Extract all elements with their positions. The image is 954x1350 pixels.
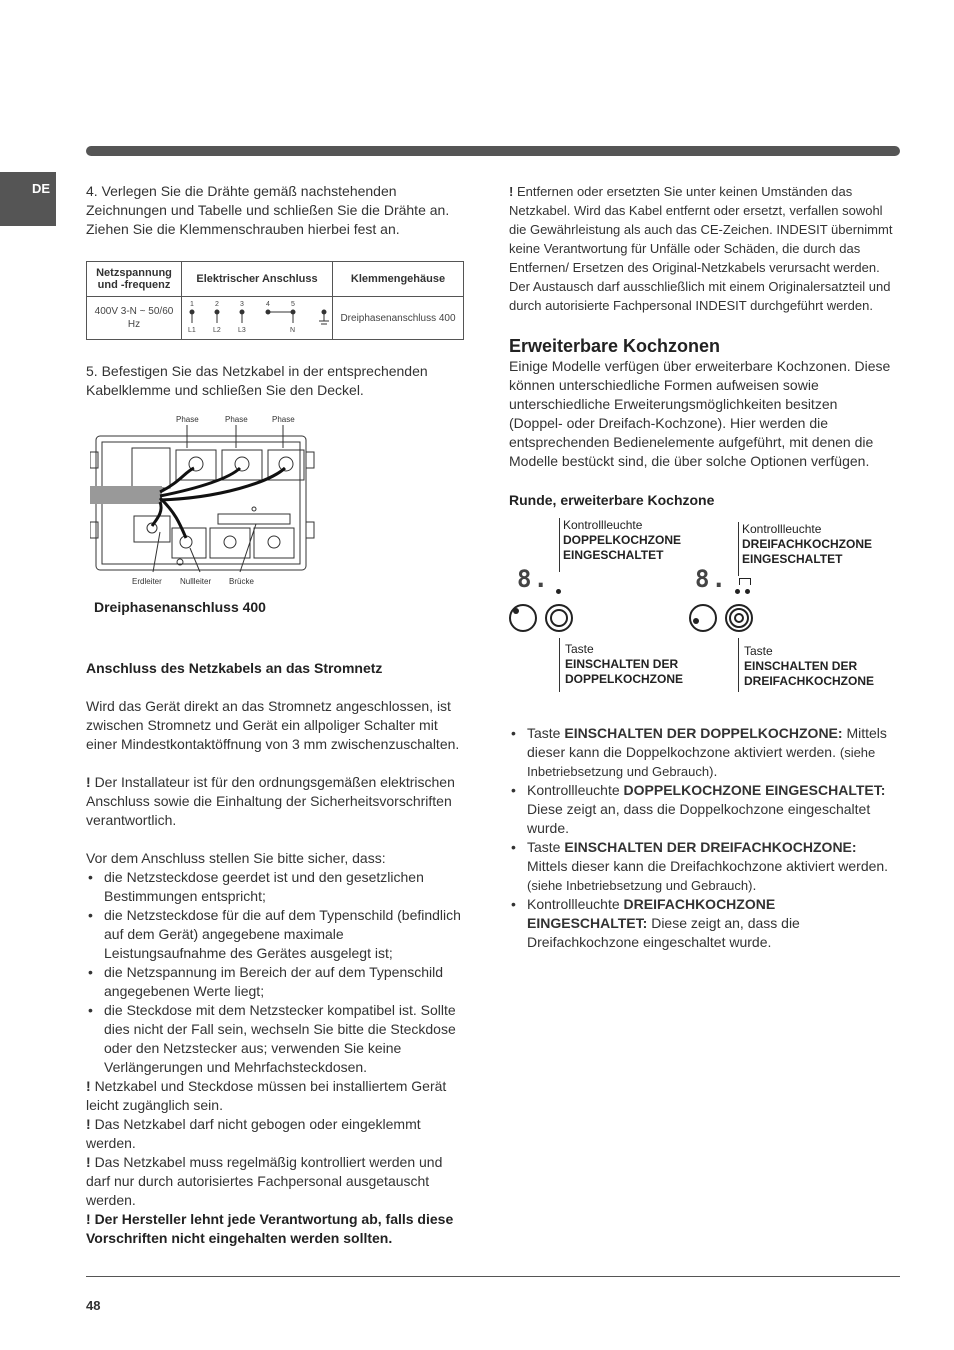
cable-warning: ! Entfernen oder ersetzten Sie unter keinen Umständen das Netzkabel. Wird das Kabel entfernt oder ersetzt, verfallen sowohl die Gewährleistung als auch das CE-Zeichen. INDESIT übernimmt keine Verantwortung für Unfälle oder Schäden, die durch das Entfernen/ Ersetzen des Original-Netzkabels verursacht werden. Der Austausch darf ausschließlich mit einem Originalersatzteil und durch autorisierte Fachpersonal INDESIT durchgeführt werden. [509, 184, 893, 313]
right-column [509, 182, 894, 952]
bridge-label: Brücke [229, 577, 254, 586]
terminal-block-diagram [90, 412, 330, 588]
warning-not-bent: ! Das Netzkabel darf nicht gebogen oder eingeklemmt werden. [86, 1116, 421, 1151]
housing-cell: Dreiphasenanschluss 400 [333, 297, 464, 340]
warning-inspect: ! Das Netzkabel muss regelmäßig kontrolliert werden und darf nur durch autorisiertes Fachpersonal ausgetauscht werden. [86, 1154, 443, 1208]
phase-label-2: Phase [225, 415, 248, 424]
button-triple-line [738, 638, 739, 692]
wiring-cell [182, 297, 333, 340]
lamp-double-line [559, 518, 560, 572]
terminal-block-illustration [90, 412, 330, 588]
button-triple-label: Taste EINSCHALTEN DER DREIFACHKOCHZONE [744, 644, 875, 688]
lamp-double-label: Kontrollleuchte DOPPELKOCHZONE EINGESCHALTET [563, 518, 682, 562]
double-zone-icon [550, 609, 568, 627]
step-4-text: 4. Verlegen Sie die Drähte gemäß nachstehenden Zeichnungen und Tabelle und schließen Sie die Drähte an. Ziehen Sie die Klemmenschrauben hierbei fest an. [86, 183, 450, 237]
diagram-caption: Dreiphasenanschluss 400 [94, 599, 266, 615]
warning-liability: ! Der Hersteller lehnt jede Verantwortung ab, falls diese Vorschriften nicht eingehalten werden sollten. [86, 1211, 454, 1246]
slider-double[interactable] [509, 604, 537, 632]
lamp-triple-dot-2 [745, 589, 750, 594]
list-item: • Taste EINSCHALTEN DER DREIFACHKOCHZONE: Mittels dieser kann die Dreifachkochzone aktiviert werden. (siehe Inbetriebsetzung und Gebrauch). [509, 838, 894, 895]
control-panel-diagram [509, 514, 894, 690]
button-double-line [559, 638, 560, 692]
label-l3: L3 [238, 327, 246, 334]
label-n: N [290, 327, 296, 334]
label-l1: L1 [188, 327, 196, 334]
footer-rule [86, 1276, 900, 1277]
neutral-label: Nullleiter [180, 577, 212, 586]
slider-triple-marker [693, 618, 699, 624]
list-item: • Taste EINSCHALTEN DER DOPPELKOCHZONE: Mittels dieser kann die Doppelkochzone aktiviert werden. (siehe Inbetriebsetzung und Gebrauch). [509, 724, 894, 781]
triple-zone-button[interactable] [725, 604, 753, 632]
button-double-label: Taste EINSCHALTEN DER DOPPELKOCHZONE [565, 642, 684, 686]
terminal-wiring-diagram [184, 297, 330, 335]
subsection-heading: Runde, erweiterbare Kochzone [509, 492, 715, 508]
earth-label: Erdleiter [132, 577, 162, 586]
connection-table [86, 261, 464, 340]
left-column [86, 182, 466, 1248]
list-item: • Kontrollleuchte DOPPELKOCHZONE EINGESCHALTET: Diese zeigt an, dass die Doppelkochzone eingeschaltet wurde. [509, 781, 894, 838]
triple-zone-icon [729, 608, 749, 628]
header-housing: Klemmengehäuse [333, 262, 464, 297]
phase-label-3: Phase [272, 415, 295, 424]
list-item: • die Netzspannung im Bereich der auf dem Typenschild angegebenen Werte liegt; [86, 963, 466, 1001]
step-5-text: 5. Befestigen Sie das Netzkabel in der entsprechenden Kabelklemme und schließen Sie den Deckel. [86, 363, 428, 398]
triple-zone-symbol [739, 578, 751, 585]
double-zone-button[interactable] [545, 604, 573, 632]
header-connection: Elektrischer Anschluss [182, 262, 333, 297]
before-connection-text: Vor dem Anschluss stellen Sie bitte sicher, dass: [86, 850, 386, 866]
terminal-number-5: 5 [291, 301, 295, 308]
lamp-triple-label: Kontrollleuchte DREIFACHKOCHZONE EINGESCHALTET [742, 522, 873, 566]
section-heading: Erweiterbare Kochzonen [509, 336, 721, 356]
header-voltage: Netzspannung und -frequenz [87, 262, 182, 297]
terminal-number-3: 3 [240, 301, 244, 308]
voltage-cell: 400V 3-N ~ 50/60 Hz [87, 297, 182, 340]
label-l2: L2 [213, 327, 221, 334]
display-triple: 8. [695, 565, 728, 593]
list-item: • die Netzsteckdose geerdet ist und den gesetzlichen Bestimmungen entspricht; [86, 868, 466, 906]
phase-label-1: Phase [176, 415, 199, 424]
list-item: • die Steckdose mit dem Netzstecker kompatibel ist. Sollte dies nicht der Fall sein, wechseln Sie bitte die Steckdose oder den Netzstecker aus; verwenden Sie keine Verlängerungen und Mehrfachsteckdosen. [86, 1001, 466, 1077]
cable-sheath [90, 486, 162, 504]
terminal-number-1: 1 [190, 301, 194, 308]
display-double: 8. [517, 565, 550, 593]
installer-warning: ! Der Installateur ist für den ordnungsgemäßen elektrischen Anschluss sowie die Einhaltung der Sicherheitsvorschriften verantwortlich. [86, 774, 455, 828]
lamp-triple-dot-1 [735, 589, 740, 594]
list-item: • die Netzsteckdose für die auf dem Typenschild (befindlich auf dem Gerät) angegebene maximale Leistungsaufnahme des Gerätes ausgelegt ist; [86, 906, 466, 963]
checklist [86, 868, 466, 1077]
controls-list [509, 724, 894, 952]
slider-double-marker [513, 608, 519, 614]
slider-triple[interactable] [689, 604, 717, 632]
section-intro: Einige Modelle verfügen über erweiterbare Kochzonen. Diese können unterschiedliche Formen aufweisen sowie unterschiedliche Erweiterungsmöglichkeiten besitzen (Doppel- oder Dreifach-Kochzone). Hier werden die entsprechenden Bedienelemente aufgeführt, mit denen die Modelle bestückt sind, die über solche Optionen verfügen. [509, 358, 891, 469]
lamp-double-dot [556, 589, 561, 594]
terminal-number-2: 2 [215, 301, 219, 308]
list-item: • Kontrollleuchte DREIFACHKOCHZONE EINGESCHALTET: Diese zeigt an, dass die Dreifachkochzone eingeschaltet wurde. [509, 895, 894, 952]
lamp-triple-line [738, 522, 739, 576]
connection-heading: Anschluss des Netzkabels an das Stromnetz [86, 660, 383, 676]
triple-zone-icon-inner [734, 613, 744, 623]
warning-accessible: ! Netzkabel und Steckdose müssen bei installiertem Gerät leicht zugänglich sein. [86, 1078, 447, 1113]
page-number: 48 [86, 1298, 101, 1313]
language-tab: DE [0, 172, 56, 226]
top-rule [86, 146, 900, 156]
terminal-number-4: 4 [266, 301, 270, 308]
direct-connection-text: Wird das Gerät direkt an das Stromnetz angeschlossen, ist zwischen Stromnetz und Gerät ein allpoliger Schalter mit einer Mindestkontaktöffnung von 3 mm zwischenzuschalten. [86, 698, 460, 752]
